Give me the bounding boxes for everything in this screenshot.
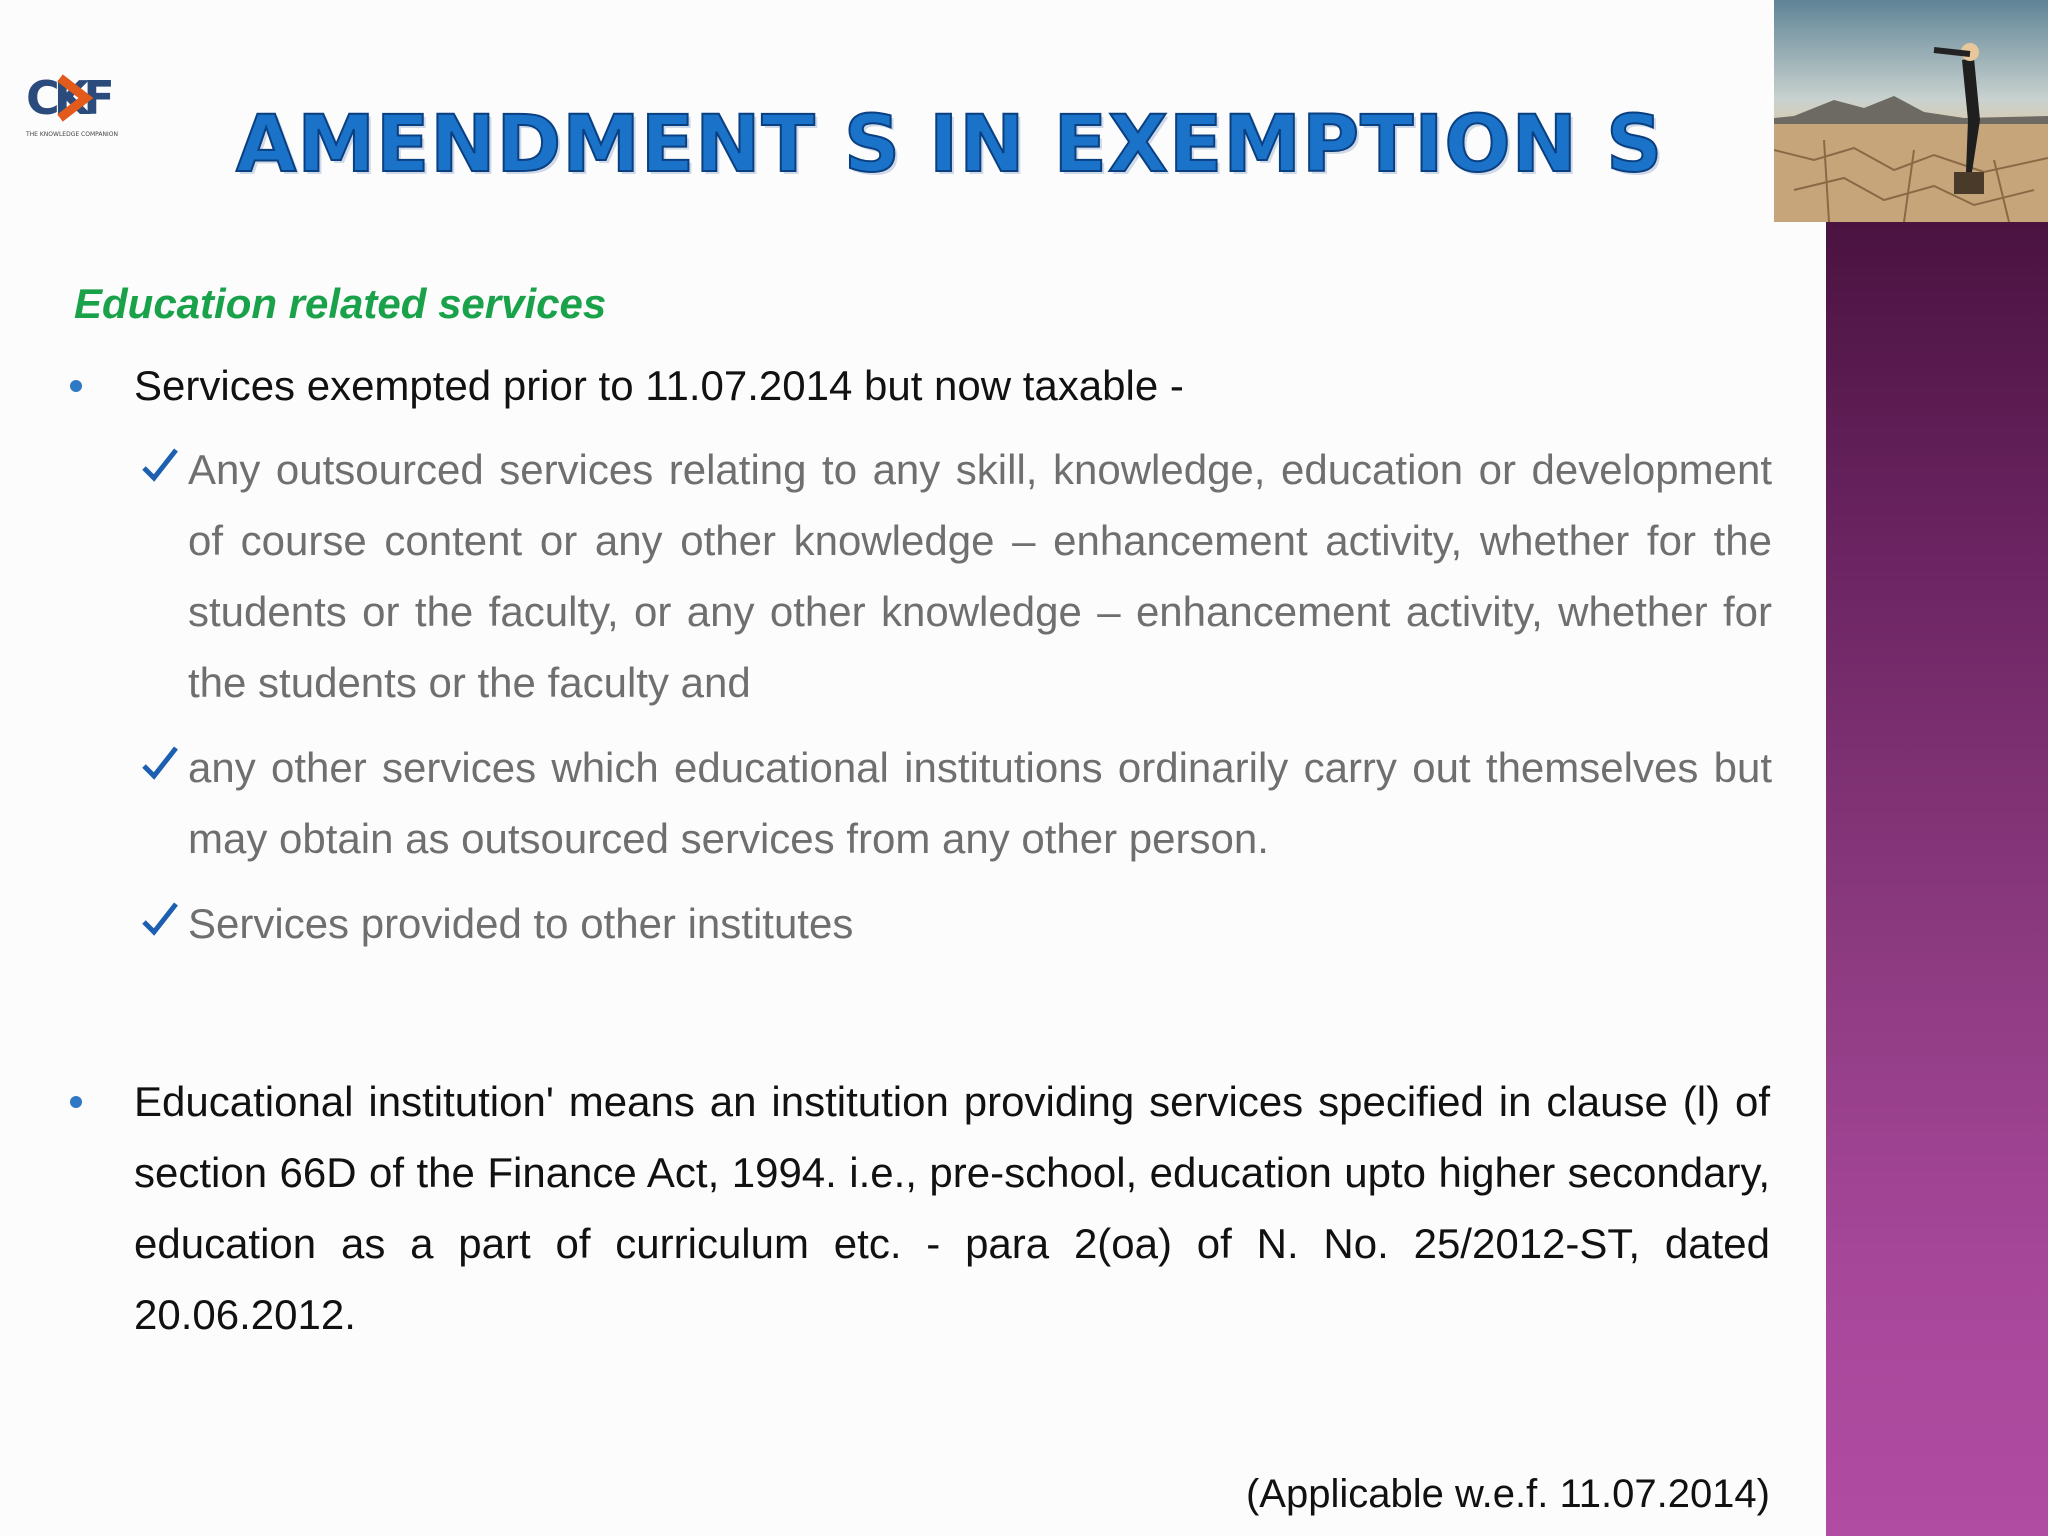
applicable-note: (Applicable w.e.f. 11.07.2014) [1245,1472,1770,1516]
ckf-logo [24,68,154,148]
check-text: Any outsourced services relating to any skill, knowledge, education or development of course content or any other knowledge – enhancement activity, whether for the students or the faculty, or any other knowledge – enhancement activity, whether for the students or the faculty and [188,446,1772,706]
bullet-dot-icon [70,380,82,392]
bullet-dot-icon [70,1096,82,1108]
bullet-text: Educational institution' means an institution providing services specified in clause (l) of section 66D of the Finance Act, 1994. i.e., pre-school, education upto higher secondary, education as a part of curriculum etc. - para 2(oa) of N. No. 25/2012-ST, dated 20.06.2012. [134,1078,1770,1338]
slide-title: AMENDMENT S IN EXEMPTION S [236,100,1664,190]
decorative-side-panel [1826,222,2048,1536]
checkmark-icon [140,744,180,784]
check-text: any other services which educational institutions ordinarily carry out themselves but may obtain as outsourced services from any other person. [188,744,1772,862]
logo-tagline: THE KNOWLEDGE COMPANION [26,131,118,138]
checkmark-icon [140,446,180,486]
section-heading: Education related services [74,280,607,327]
check-text: Services provided to other institutes [188,900,854,947]
logo-letters: CKF [26,71,109,125]
desert-photo [1774,0,2048,222]
bullet-text: Services exempted prior to 11.07.2014 but now taxable - [134,362,1184,409]
checkmark-icon [140,900,180,940]
